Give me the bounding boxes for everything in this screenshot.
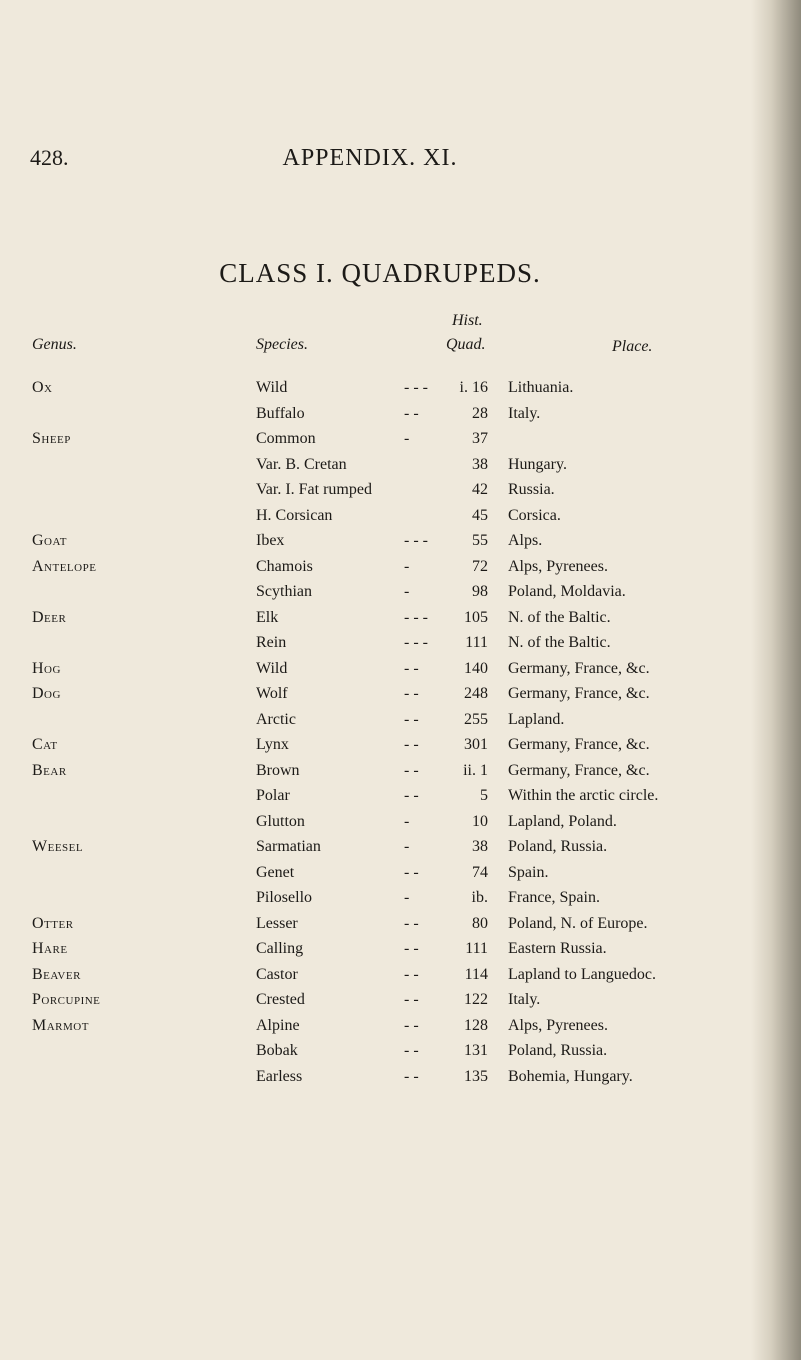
leader-dashes: - (404, 430, 410, 447)
place-cell: Eastern Russia. (508, 940, 607, 957)
column-header-quad: Quad. (446, 336, 486, 353)
table-row (0, 528, 760, 554)
place-cell: N. of the Baltic. (508, 608, 611, 626)
place-cell: Bohemia, Hungary. (508, 1067, 633, 1085)
table-row (0, 426, 760, 452)
place-cell: Italy. (508, 991, 541, 1008)
species-cell: Crested (256, 991, 305, 1008)
species-cell: Common (256, 430, 316, 447)
table-row (0, 503, 760, 529)
species-table (0, 375, 760, 1089)
genus-cell: Dog (32, 685, 61, 702)
place-cell: Hungary. (508, 455, 567, 473)
place-cell: Lithuania. (508, 379, 574, 396)
quad-reference-cell: 45 (472, 506, 488, 524)
place-cell: Germany, France, &c. (508, 659, 650, 677)
quad-reference-cell: 128 (464, 1016, 488, 1034)
species-cell: Buffalo (256, 404, 305, 422)
quad-reference-cell: 255 (464, 710, 488, 728)
species-cell: Pilosello (256, 889, 313, 906)
quad-reference-cell: 248 (464, 685, 488, 702)
column-header-hist: Hist. (452, 312, 483, 329)
leader-dashes: - (404, 889, 410, 906)
table-row (0, 375, 760, 401)
table-title: CLASS I. QUADRUPEDS. (219, 258, 541, 288)
species-cell: Lynx (256, 736, 289, 753)
species-cell: Var. I. Fat rumped (256, 481, 372, 498)
species-cell: Scythian (256, 583, 312, 600)
genus-cell: Bear (32, 761, 67, 779)
quad-reference-cell: 301 (464, 736, 488, 753)
species-cell: Glutton (256, 812, 305, 830)
leader-dashes: - - (404, 659, 419, 677)
place-cell: France, Spain. (508, 889, 600, 906)
leader-dashes: - - (404, 914, 419, 932)
quad-reference-cell: ib. (471, 889, 488, 906)
quad-reference-cell: 42 (472, 481, 488, 498)
leader-dashes: - (404, 838, 410, 855)
species-cell: Polar (256, 787, 290, 804)
species-cell: Arctic (256, 710, 296, 728)
leader-dashes: - - - (404, 608, 428, 626)
column-header-species: Species. (256, 336, 308, 353)
species-cell: Brown (256, 761, 300, 779)
species-cell: Genet (256, 863, 295, 881)
table-row (0, 707, 760, 733)
leader-dashes: - - (404, 404, 419, 422)
species-cell: Chamois (256, 557, 313, 575)
genus-cell: Beaver (32, 965, 81, 983)
species-cell: Earless (256, 1067, 303, 1085)
table-row (0, 579, 760, 605)
place-cell: Poland, Russia. (508, 1042, 608, 1059)
genus-cell: Otter (32, 914, 74, 932)
quad-reference-cell: i. 16 (459, 379, 488, 396)
genus-cell: Marmot (32, 1016, 89, 1034)
place-cell: Within the arctic circle. (508, 787, 659, 804)
table-row (0, 987, 760, 1013)
table-row (0, 860, 760, 886)
place-cell: Poland, N. of Europe. (508, 914, 648, 932)
species-cell: Elk (256, 608, 279, 626)
table-row (0, 936, 760, 962)
table-row (0, 656, 760, 682)
quad-reference-cell: 5 (480, 787, 488, 804)
quad-reference-cell: 105 (464, 608, 488, 626)
page-number: 428. (30, 145, 69, 170)
table-row (0, 1038, 760, 1064)
species-cell: Var. B. Cretan (256, 455, 347, 473)
quad-reference-cell: 28 (472, 404, 488, 422)
leader-dashes: - (404, 812, 410, 830)
leader-dashes: - - (404, 710, 419, 728)
species-cell: Alpine (256, 1016, 300, 1034)
place-cell: Lapland to Languedoc. (508, 965, 656, 983)
table-row (0, 758, 760, 784)
leader-dashes: - - (404, 1042, 419, 1059)
species-cell: Sarmatian (256, 838, 321, 855)
leader-dashes: - (404, 557, 410, 575)
species-cell: Wild (256, 379, 288, 396)
column-header-genus: Genus. (32, 336, 77, 353)
table-row (0, 962, 760, 988)
species-cell: Calling (256, 940, 304, 957)
quad-reference-cell: 72 (472, 557, 488, 575)
leader-dashes: - - (404, 965, 419, 983)
quad-reference-cell: 111 (465, 634, 488, 651)
leader-dashes: - - (404, 761, 419, 779)
leader-dashes: - (404, 583, 410, 600)
genus-cell: Goat (32, 532, 67, 549)
genus-cell: Antelope (32, 557, 97, 575)
species-cell: Wild (256, 659, 288, 677)
table-row (0, 554, 760, 580)
table-row (0, 809, 760, 835)
table-row (0, 783, 760, 809)
table-row (0, 681, 760, 707)
species-cell: Wolf (256, 685, 288, 702)
quad-reference-cell: 10 (472, 812, 488, 830)
quad-reference-cell: 114 (464, 965, 488, 983)
genus-cell: Hog (32, 659, 61, 677)
place-cell: Italy. (508, 404, 541, 422)
place-cell: Germany, France, &c. (508, 761, 650, 779)
quad-reference-cell: 98 (472, 583, 488, 600)
running-head: APPENDIX. XI. (282, 145, 458, 171)
species-cell: Bobak (256, 1042, 298, 1059)
leader-dashes: - - (404, 991, 419, 1008)
place-cell: Spain. (508, 863, 549, 881)
place-cell: N. of the Baltic. (508, 634, 611, 651)
place-cell: Poland, Russia. (508, 838, 608, 855)
quad-reference-cell: 38 (472, 455, 488, 473)
place-cell: Alps. (508, 532, 543, 549)
place-cell: Poland, Moldavia. (508, 583, 626, 600)
leader-dashes: - - (404, 685, 419, 702)
place-cell: Germany, France, &c. (508, 685, 650, 702)
species-cell: Castor (256, 965, 298, 983)
genus-cell: Weesel (32, 838, 84, 855)
species-cell: H. Corsican (256, 506, 333, 524)
leader-dashes: - - (404, 787, 419, 804)
table-row (0, 452, 760, 478)
leader-dashes: - - - (404, 379, 428, 396)
leader-dashes: - - (404, 863, 419, 881)
leader-dashes: - - (404, 1067, 419, 1085)
leader-dashes: - - (404, 1016, 419, 1034)
table-row (0, 630, 760, 656)
column-header-place: Place. (612, 338, 653, 355)
table-row (0, 401, 760, 427)
genus-cell: Ox (32, 379, 53, 396)
table-row (0, 1013, 760, 1039)
leader-dashes: - - (404, 940, 419, 957)
table-row (0, 911, 760, 937)
table-row (0, 834, 760, 860)
species-cell: Lesser (256, 914, 298, 932)
place-cell: Alps, Pyrenees. (508, 557, 608, 575)
table-row (0, 605, 760, 631)
table-row (0, 732, 760, 758)
genus-cell: Deer (32, 608, 67, 626)
quad-reference-cell: 135 (464, 1067, 488, 1085)
quad-reference-cell: 80 (472, 914, 488, 932)
species-cell: Rein (256, 634, 287, 651)
table-row (0, 885, 760, 911)
leader-dashes: - - - (404, 532, 428, 549)
species-cell: Ibex (256, 532, 285, 549)
place-cell: Alps, Pyrenees. (508, 1016, 608, 1034)
quad-reference-cell: 74 (472, 863, 488, 881)
genus-cell: Hare (32, 940, 68, 957)
table-row (0, 477, 760, 503)
quad-reference-cell: 140 (464, 659, 488, 677)
quad-reference-cell: 37 (472, 430, 488, 447)
genus-cell: Porcupine (32, 991, 101, 1008)
page-header (0, 145, 720, 175)
place-cell: Corsica. (508, 506, 561, 524)
genus-cell: Sheep (32, 430, 71, 447)
quad-reference-cell: 38 (472, 838, 488, 855)
leader-dashes: - - (404, 736, 419, 753)
place-cell: Lapland, Poland. (508, 812, 617, 830)
quad-reference-cell: 122 (464, 991, 488, 1008)
place-cell: Lapland. (508, 710, 565, 728)
genus-cell: Cat (32, 736, 58, 753)
place-cell: Russia. (508, 481, 555, 498)
table-row (0, 1064, 760, 1090)
place-cell: Germany, France, &c. (508, 736, 650, 753)
quad-reference-cell: 55 (472, 532, 488, 549)
quad-reference-cell: ii. 1 (463, 761, 488, 779)
quad-reference-cell: 131 (464, 1042, 488, 1059)
leader-dashes: - - - (404, 634, 428, 651)
quad-reference-cell: 111 (465, 940, 488, 957)
